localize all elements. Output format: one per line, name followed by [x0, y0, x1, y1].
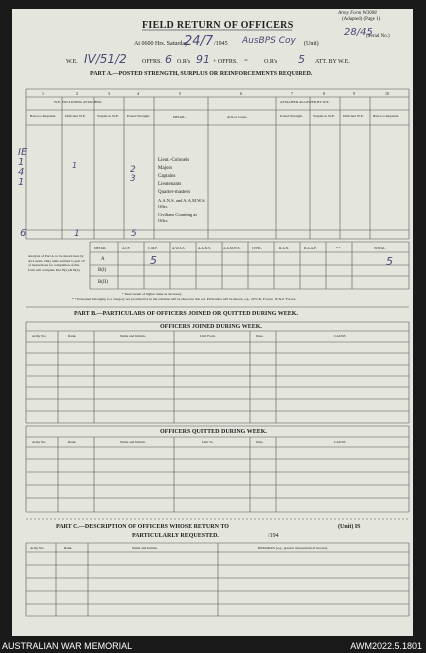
- rank-captains: Captains: [158, 174, 176, 179]
- att-label: ATT. BY W.E.: [315, 59, 350, 65]
- c-col-army-no: Army No.: [30, 546, 45, 550]
- col-right-4: Deficient W.E.: [343, 114, 364, 118]
- detail-header: DETAIL.: [173, 115, 187, 119]
- sub-header-other: * *: [336, 246, 341, 250]
- part-c-line2: PARTICULARLY REQUESTED.: [132, 533, 219, 539]
- col-number-9: 9: [353, 91, 355, 96]
- offrs-handwritten: 6: [165, 53, 172, 66]
- at-line: At 0600 Hrs. Saturday: [134, 41, 188, 47]
- plus-offrs-handwritten: -: [244, 53, 248, 66]
- form-number: Army Form W3008: [338, 11, 377, 16]
- serial-handwritten: 28/45: [344, 27, 373, 38]
- rank-nursing: A.A.N.S. and A.A.M.W.S. Offrs: [158, 198, 206, 209]
- c-col-name: Name and Initials.: [132, 546, 158, 550]
- total-col2: 1: [74, 229, 80, 239]
- year: /1945: [214, 41, 228, 47]
- sub-header-awas: A.W.A.S.: [172, 246, 186, 250]
- hw-col4: 2 3: [130, 165, 136, 184]
- quitted-title: OFFICERS QUITTED DURING WEEK.: [160, 429, 267, 435]
- col-left-4: Posted Strength.: [127, 114, 150, 118]
- joined-col-army-no: Army No.: [32, 334, 47, 338]
- col-right-3: Surplus to W.E.: [313, 114, 335, 118]
- col-number-4: 4: [137, 91, 139, 96]
- quitted-col-cause: CAUSE.: [334, 440, 347, 444]
- sub-header-aif: A.I.F.: [122, 246, 130, 250]
- sub-hw-aif: 5: [150, 254, 157, 267]
- total-col4: 5: [131, 229, 137, 239]
- sub-row-a: A: [101, 257, 105, 262]
- sub-header-cmf: C.M.F.: [148, 246, 158, 250]
- col-right-5: Bala Go Required.: [373, 114, 400, 118]
- plus-offrs-label: + OFFRS.: [213, 59, 238, 65]
- quitted-col-unit: Unit To.: [202, 440, 214, 444]
- col-number-5: 5: [179, 91, 181, 96]
- sub-hw-total: 5: [386, 255, 393, 268]
- col-number-10: 10: [385, 91, 389, 96]
- sub-header-civil: CIVIL.: [252, 246, 263, 250]
- part-c-title: PART C.—DESCRIPTION OF OFFICERS WHOSE RETURN TO: [56, 524, 229, 530]
- joined-col-date: Date.: [256, 334, 264, 338]
- c-col-rank: Rank.: [64, 546, 73, 550]
- col-number-8: 8: [323, 91, 325, 96]
- sub-header-detail: DETAIL: [94, 246, 107, 250]
- quitted-col-army-no: Army No.: [32, 440, 47, 444]
- we-handwritten: IV/51/2: [84, 52, 127, 66]
- footnote-1: * Insert detail of higher ranks as necessary.: [122, 292, 183, 296]
- form-sheet: [12, 9, 413, 636]
- date-handwritten: 24/7: [184, 34, 214, 49]
- col-right-2: Posted Strength.: [280, 114, 303, 118]
- joined-title: OFFICERS JOINED DURING WEEK.: [160, 324, 262, 330]
- joined-col-rank: Rank.: [68, 334, 77, 338]
- hw-col1: IE 1 4 1: [18, 147, 28, 188]
- ors-label: O.R's: [177, 59, 191, 65]
- group-left-header: W.E. EXCLUDING ATTACHED.: [54, 100, 102, 104]
- group-right-header: ATTACHED ALLOWED BY W.E.: [280, 100, 330, 104]
- part-b-title: PART B.—PARTICULARS OF OFFICERS JOINED OR QUITTED DURING WEEK.: [74, 311, 298, 317]
- rank-quarter-masters: Quarter-masters: [158, 190, 191, 195]
- archive-caption-right: AWM2022.5.1801: [350, 641, 422, 651]
- we-label: W.E.: [66, 59, 78, 65]
- quitted-col-name: Name and Initials.: [120, 440, 146, 444]
- quitted-col-date: Date.: [256, 440, 264, 444]
- col-number-7: 7: [291, 91, 293, 96]
- ors2-handwritten: 5: [298, 53, 305, 66]
- col-right-1: Arm or Corps.: [227, 115, 248, 119]
- archive-caption-left: AUSTRALIAN WAR MEMORIAL: [2, 641, 133, 651]
- ors-handwritten: 91: [196, 53, 210, 66]
- col-left-1: Bala Go Required.: [30, 114, 57, 118]
- sub-row-b2: B(II): [98, 280, 108, 285]
- total-col1: 6: [20, 228, 27, 239]
- col-number-1: 1: [42, 91, 44, 96]
- rank-lieutenants: Lieutenants: [158, 182, 182, 187]
- rank-majors: Majors: [158, 166, 173, 171]
- c-col-remarks: REMARKS (e.g., present whereabouts if known).: [258, 546, 328, 550]
- sub-header-ran: R.A.N.: [279, 246, 290, 250]
- sub-header-raaf: R.A.A.F.: [304, 246, 317, 250]
- form-number-sub: (Adapted) (Page 1): [342, 17, 381, 22]
- rank-lieut-colonels: Lieut.-Colonels: [158, 158, 190, 163]
- unit-label: (Unit): [304, 41, 319, 47]
- part-c-date-blank: /194: [268, 533, 279, 539]
- col-left-3: Surplus to W.E.: [97, 114, 119, 118]
- sub-header-aans: A.A.N.S.: [198, 246, 212, 250]
- footnote-2: * * Personnel belonging to a category not provided for in the columns will be shown in this col. Particulars will be shown, e.g., 20 U.K. Forces; 16 N.Z. Forces.: [72, 297, 297, 301]
- col-number-2: 2: [76, 91, 78, 96]
- joined-col-unit: Unit From.: [200, 334, 216, 338]
- sub-row-b1: B(I): [98, 268, 107, 273]
- unit-handwritten: AusBPS Coy: [242, 36, 296, 46]
- joined-col-cause: CAUSE.: [334, 334, 347, 338]
- offrs-label: OFFRS.: [142, 59, 162, 65]
- part-c-unit-suffix: (Unit) IS: [338, 524, 361, 530]
- hw-col2: 1: [72, 161, 78, 170]
- col-number-6: 6: [240, 91, 242, 96]
- joined-col-name: Name and Initials.: [120, 334, 146, 338]
- part-a-title: PART A.—POSTED STRENGTH, SURPLUS OR REINFORCEMENTS REQUIRED.: [90, 71, 313, 77]
- ors2-label: O.R's: [264, 59, 278, 65]
- col-left-2: Deficient W.E.: [65, 114, 86, 118]
- form-title: FIELD RETURN OF OFFICERS: [142, 20, 294, 31]
- quitted-col-rank: Rank.: [68, 440, 77, 444]
- col-number-3: 3: [108, 91, 110, 96]
- rank-civilians: Civilians Counting as Offrs.: [158, 212, 198, 223]
- analysis-note: Analysis of Part A. to be shown here by ALL units. Only units entitled to part 10 of instructions for completion of this form will complete Part B(1) & B(2).: [28, 254, 85, 272]
- serial-label: (Serial No.): [366, 34, 390, 39]
- sub-header-aamws: A.A.M.W.S.: [223, 246, 241, 250]
- sub-header-total: TOTAL.: [374, 246, 387, 250]
